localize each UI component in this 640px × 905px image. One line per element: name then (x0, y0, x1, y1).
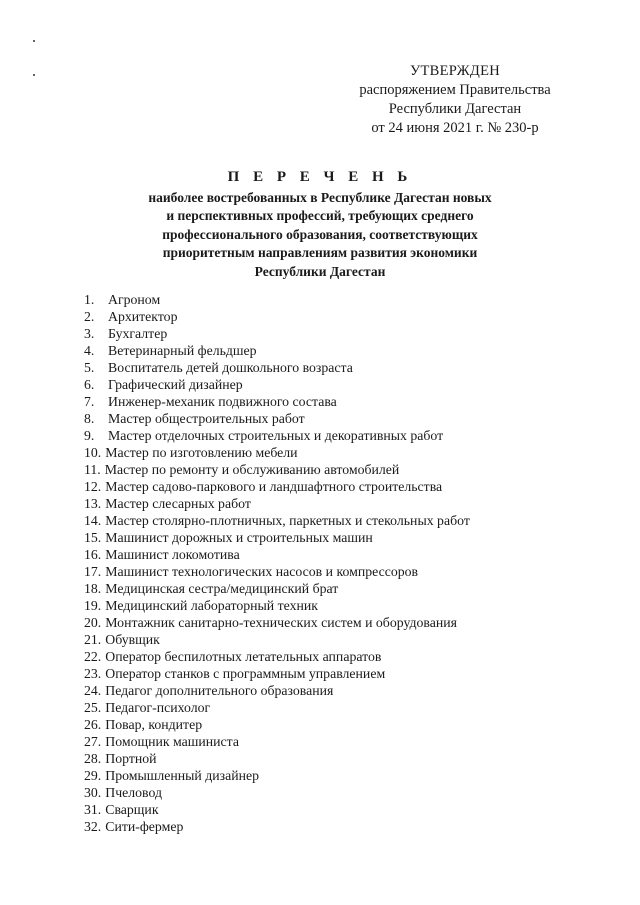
approval-stamp-block (330, 62, 580, 138)
list-item-text: Мастер столярно-плотничных, паркетных и стекольных работ (105, 513, 470, 528)
document-title-block (100, 167, 540, 281)
list-item-text: Пчеловод (105, 785, 163, 800)
list-item (84, 733, 564, 750)
list-item-number: 3. (84, 326, 95, 341)
list-item-number: 32. (84, 819, 102, 834)
list-item-text: Медицинская сестра/медицинский брат (105, 581, 339, 596)
list-item (84, 308, 564, 325)
list-item-number: 14. (84, 513, 102, 528)
list-item-text: Медицинский лабораторный техник (105, 598, 318, 613)
subtitle-line: приоритетным направлениям развития экономики (162, 245, 478, 261)
list-item-number: 16. (84, 547, 102, 562)
list-item-number: 31. (84, 802, 102, 817)
list-item-text: Графический дизайнер (108, 377, 243, 392)
document-heading: П Е Р Е Ч Е Н Ь (227, 169, 413, 185)
list-item-number: 18. (84, 581, 102, 596)
subtitle-line: наиболее востребованных в Республике Дагестан новых (148, 190, 492, 205)
list-item (84, 818, 564, 835)
list-item-number: 30. (84, 785, 102, 800)
list-item-number: 15. (84, 530, 102, 545)
list-item-text: Бухгалтер (108, 326, 168, 341)
approval-title: УТВЕРЖДЕН (409, 63, 501, 79)
list-item-text: Мастер отделочных строительных и декоративных работ (108, 428, 444, 443)
list-item-text: Педагог-психолог (105, 700, 211, 715)
list-item-text: Агроном (108, 292, 161, 307)
subtitle-line: Республики Дагестан (254, 263, 386, 279)
list-item-number: 9. (84, 428, 95, 443)
list-item (84, 699, 564, 716)
list-item (84, 597, 564, 614)
list-item (84, 529, 564, 546)
subtitle-line: и перспективных профессий, требующих среднего (166, 208, 474, 224)
list-item-number: 22. (84, 649, 102, 664)
list-item-number: 27. (84, 734, 102, 749)
list-item-number: 24. (84, 683, 102, 698)
list-item (84, 631, 564, 648)
list-item (84, 767, 564, 784)
list-item-text: Мастер садово-паркового и ландшафтного строительства (105, 479, 443, 494)
list-item-text: Воспитатель детей дошкольного возраста (108, 360, 353, 375)
list-item (84, 648, 564, 665)
list-item-number: 10. (84, 445, 102, 460)
list-item-number: 25. (84, 700, 102, 715)
list-item (84, 716, 564, 733)
list-item-number: 29. (84, 768, 102, 783)
approval-authority: распоряжением Правительства (359, 82, 551, 98)
list-item-number: 26. (84, 717, 102, 732)
list-item (84, 801, 564, 818)
list-item (84, 325, 564, 342)
list-item (84, 563, 564, 580)
list-item-number: 23. (84, 666, 102, 681)
list-item-text: Мастер слесарных работ (105, 496, 251, 511)
list-item-number: 17. (84, 564, 102, 579)
list-item (84, 682, 564, 699)
list-item-text: Инженер-механик подвижного состава (108, 394, 337, 409)
list-item-number: 19. (84, 598, 102, 613)
list-item-number: 21. (84, 632, 102, 647)
list-item-number: 12. (84, 479, 102, 494)
list-item (84, 784, 564, 801)
list-item-text: Монтажник санитарно-технических систем и оборудования (105, 615, 457, 630)
list-item-text: Машинист локомотива (105, 547, 240, 562)
list-item-text: Архитектор (108, 309, 178, 324)
list-item (84, 410, 564, 427)
list-item (84, 376, 564, 393)
document-subtitle (100, 189, 540, 281)
list-item (84, 291, 564, 308)
list-item (84, 512, 564, 529)
list-item-text: Машинист дорожных и строительных машин (105, 530, 373, 545)
list-item-number: 1. (84, 292, 95, 307)
list-item-text: Мастер по изготовлению мебели (105, 445, 298, 460)
list-item-number: 2. (84, 309, 95, 324)
list-item-text: Педагог дополнительного образования (105, 683, 334, 698)
list-item (84, 665, 564, 682)
list-item-number: 20. (84, 615, 102, 630)
list-item (84, 461, 564, 478)
list-item-text: Повар, кондитер (105, 717, 203, 732)
profession-list (84, 291, 564, 835)
list-item-number: 7. (84, 394, 95, 409)
list-item (84, 342, 564, 359)
list-item-text: Оператор станков с программным управлением (105, 666, 386, 681)
list-item (84, 546, 564, 563)
list-item (84, 495, 564, 512)
list-item-number: 28. (84, 751, 102, 766)
list-item (84, 393, 564, 410)
approval-date-number: от 24 июня 2021 г. № 230-р (371, 120, 539, 136)
list-item-text: Оператор беспилотных летательных аппаратов (105, 649, 382, 664)
list-item-text: Ветеринарный фельдшер (108, 343, 257, 358)
list-item-text: Мастер общестроительных работ (108, 411, 305, 426)
list-item (84, 427, 564, 444)
list-item-number: 4. (84, 343, 95, 358)
list-item-number: 6. (84, 377, 95, 392)
scan-speck-top (33, 40, 35, 42)
list-item (84, 359, 564, 376)
list-item (84, 614, 564, 631)
list-item-text: Портной (105, 751, 157, 766)
list-item-text: Обувщик (105, 632, 160, 647)
list-item-text: Промышленный дизайнер (105, 768, 260, 783)
list-item-text: Мастер по ремонту и обслуживанию автомобилей (104, 462, 400, 477)
list-item-number: 8. (84, 411, 95, 426)
subtitle-line: профессионального образования, соответствующих (162, 226, 478, 242)
list-item-number: 13. (84, 496, 102, 511)
list-item-text: Помощник машиниста (105, 734, 240, 749)
list-item-text: Сити-фермер (105, 819, 184, 834)
approval-region: Республики Дагестан (388, 101, 522, 117)
list-item-text: Машинист технологических насосов и компрессоров (105, 564, 419, 579)
scan-speck-bottom (33, 74, 35, 76)
list-item-number: 5. (84, 360, 95, 375)
list-item (84, 444, 564, 461)
list-item (84, 750, 564, 767)
list-item-number: 11. (84, 462, 101, 477)
list-item-text: Сварщик (105, 802, 159, 817)
list-item (84, 478, 564, 495)
list-item (84, 580, 564, 597)
